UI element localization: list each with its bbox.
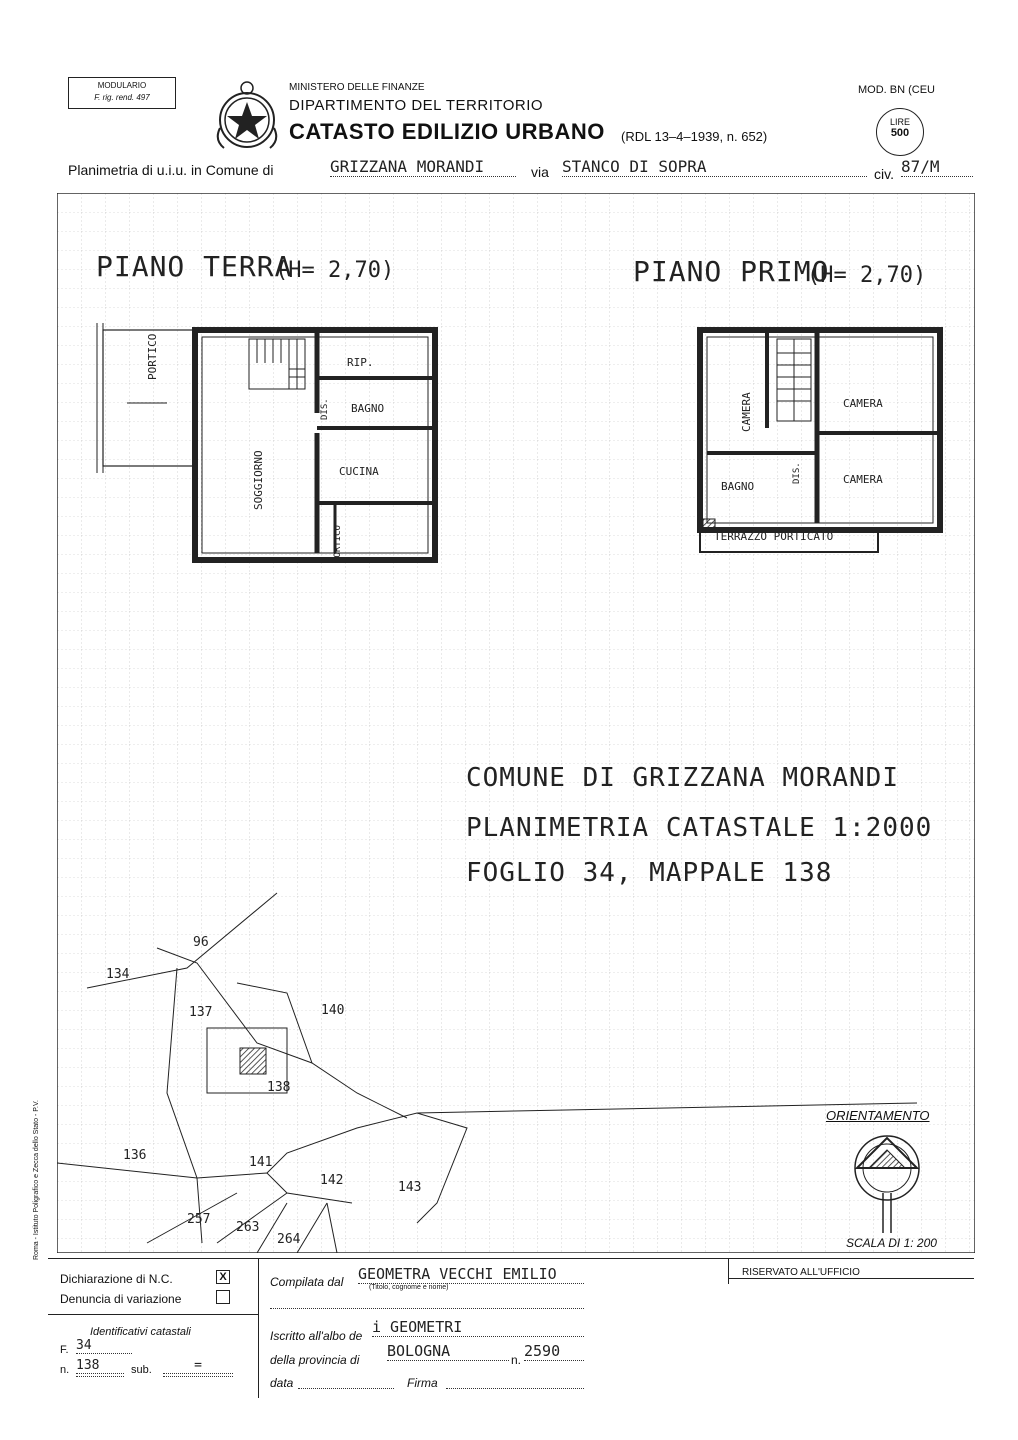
data-label: data: [270, 1376, 294, 1390]
emblem-icon: [212, 78, 282, 156]
f-value: 34: [76, 1338, 132, 1354]
room-soggiorno: SOGGIORNO: [252, 450, 265, 510]
title: CATASTO EDILIZIO URBANO: [289, 119, 605, 144]
n-extra-line: [76, 1376, 124, 1377]
compilatore-value: GEOMETRA VECCHI EMILIO: [358, 1265, 584, 1284]
tax-stamp: [876, 108, 924, 156]
model-code: MOD. BN (CEU: [858, 84, 935, 96]
n-value: 138: [76, 1358, 124, 1374]
titolo-hint: (Titolo, cognome e nome): [369, 1284, 449, 1291]
modulario-line1: MODULARIO: [97, 81, 147, 90]
printer-side-text: Roma - Istituto Poligrafico e Zecca dello Stato - P.V.: [33, 1100, 40, 1260]
parcel-138: 138: [267, 1080, 291, 1095]
parcel-264: 264: [277, 1232, 301, 1247]
parcel-257: 257: [187, 1212, 211, 1227]
room-portico-bottom: PORTICO: [333, 525, 343, 563]
room-cucina: CUCINA: [339, 465, 379, 478]
parcel-134: 134: [106, 967, 130, 982]
iscritto-label: Iscritto all'albo de: [270, 1329, 363, 1343]
n-label: n.: [60, 1364, 70, 1376]
dichiarazione-checkbox[interactable]: X: [216, 1270, 230, 1284]
first-floor-title: PIANO PRIMO: [633, 255, 830, 288]
department: DIPARTIMENTO DEL TERRITORIO: [289, 97, 544, 114]
parcel-140: 140: [321, 1003, 345, 1018]
parcel-142: 142: [320, 1173, 344, 1188]
ground-floor-title: PIANO TERRA: [96, 250, 293, 283]
via-value: STANCO DI SOPRA: [562, 157, 867, 177]
sub-extra-line: [163, 1376, 233, 1377]
comune-value: GRIZZANA MORANDI: [330, 157, 516, 177]
provincia-label: della provincia di: [270, 1353, 360, 1367]
room-bagno-first: BAGNO: [721, 480, 755, 493]
stamp-top: LIRE: [889, 117, 910, 127]
parcel-263: 263: [236, 1220, 260, 1235]
room-dis: DIS.: [320, 398, 330, 420]
dichiarazione-label: Dichiarazione di N.C.: [60, 1272, 173, 1286]
parcel-96: 96: [193, 935, 209, 950]
ministry: MINISTERO DELLE FINANZE: [289, 82, 425, 93]
room-portico-left: PORTICO: [146, 333, 159, 380]
map-planimetria: PLANIMETRIA CATASTALE 1:2000: [466, 813, 933, 843]
riservato-label: RISERVATO ALL'UFFICIO: [742, 1267, 860, 1278]
sub-value: =: [163, 1358, 233, 1374]
albo-value: i GEOMETRI: [372, 1318, 584, 1337]
room-camera-bottom: CAMERA: [843, 473, 883, 486]
map-foglio: FOGLIO 34, MAPPALE 138: [466, 858, 833, 888]
denuncia-checkbox[interactable]: [216, 1290, 230, 1304]
n2-value: 2590: [524, 1342, 584, 1361]
firma-field: [446, 1388, 584, 1389]
civ-label: civ.: [874, 166, 894, 182]
room-camera-top: CAMERA: [843, 397, 883, 410]
room-camera-left: CAMERA: [740, 392, 753, 432]
compilata-label: Compilata dal: [270, 1275, 344, 1289]
compilata-extra-line: [270, 1308, 584, 1309]
modulario-line2: F. rig. rend. 497: [94, 93, 150, 102]
ground-floor-height: (H= 2,70): [275, 258, 395, 283]
room-terrazzo: TERRAZZO PORTICATO: [714, 530, 834, 543]
scale-label: SCALA DI 1: 200: [846, 1236, 937, 1250]
law-reference: (RDL 13–4–1939, n. 652): [621, 129, 768, 144]
data-field: [298, 1388, 394, 1389]
room-rip: RIP.: [347, 356, 374, 369]
parcel-143: 143: [398, 1180, 422, 1195]
provincia-value: BOLOGNA: [387, 1342, 509, 1361]
parcel-137: 137: [189, 1005, 213, 1020]
room-dis-first: DIS.: [792, 462, 802, 484]
parcel-136: 136: [123, 1148, 147, 1163]
identificativi-label: Identificativi catastali: [90, 1326, 191, 1338]
firma-label: Firma: [407, 1376, 438, 1390]
room-bagno: BAGNO: [351, 402, 385, 415]
modulario-box: [68, 77, 176, 109]
planimetria-label: Planimetria di u.i.u. in Comune di: [68, 162, 274, 178]
sub-label: sub.: [131, 1364, 152, 1376]
drawing-grid: [57, 193, 975, 1253]
f-label: F.: [60, 1344, 69, 1356]
parcel-141: 141: [249, 1155, 273, 1170]
denuncia-label: Denuncia di variazione: [60, 1292, 182, 1306]
n2-label: n.: [511, 1353, 522, 1367]
stamp-value: 500: [890, 127, 910, 139]
civ-value: 87/M: [901, 157, 973, 177]
orientation-label: ORIENTAMENTO: [826, 1108, 930, 1123]
first-floor-height: (H= 2,70): [807, 263, 927, 288]
via-label: via: [531, 164, 549, 180]
map-comune: COMUNE DI GRIZZANA MORANDI: [466, 763, 899, 793]
